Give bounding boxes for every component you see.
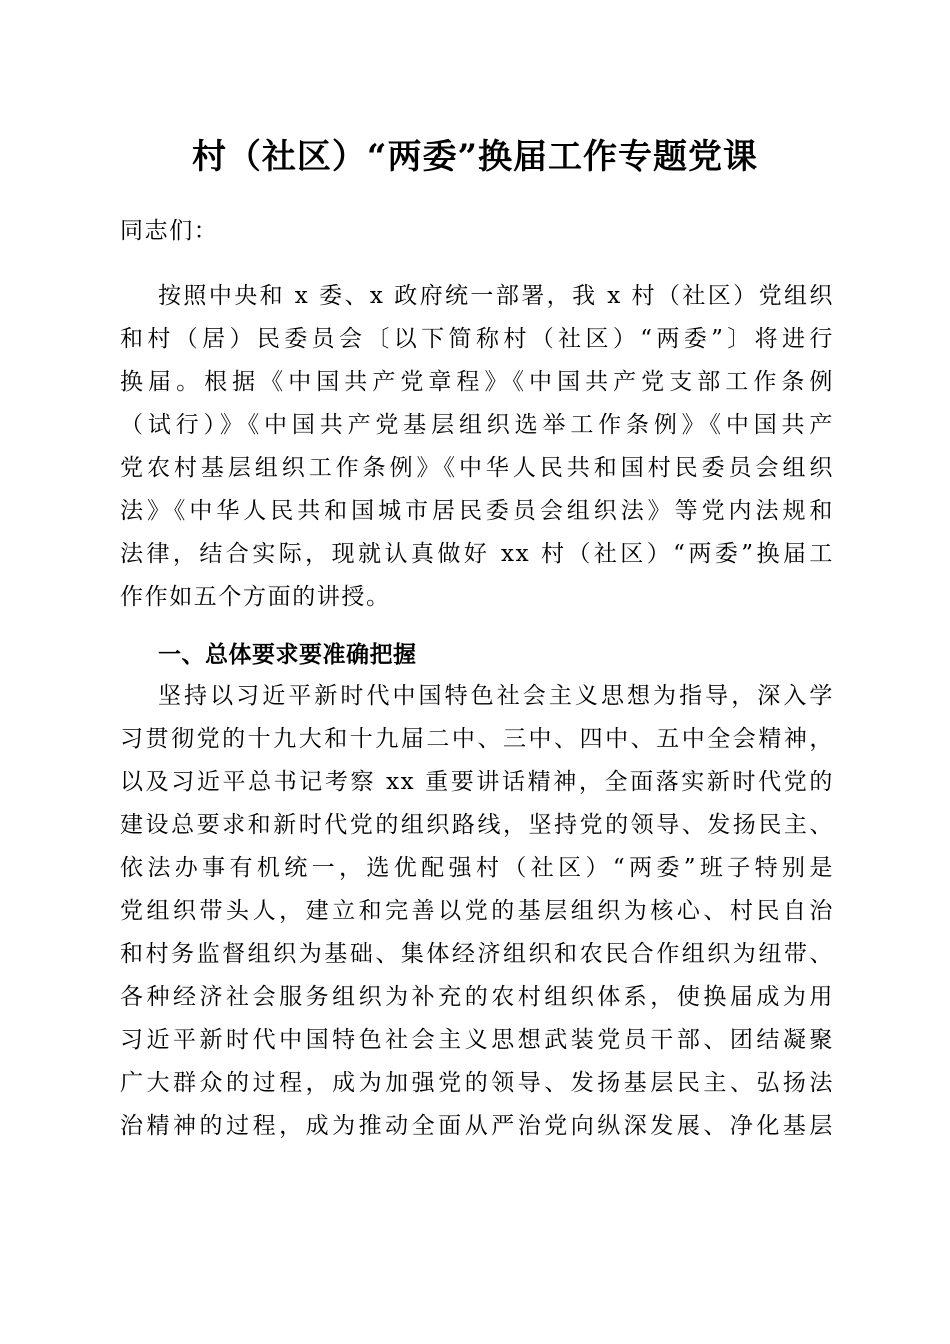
paragraph-line: 法律，结合实际，现就认真做好 xx 村（社区）“两委”换届工 bbox=[120, 541, 834, 567]
paragraph-line: 习近平新时代中国特色社会主义思想武装党员干部、团结凝聚 bbox=[120, 1027, 834, 1053]
document-title: 村（社区）“两委”换届工作专题党课 bbox=[191, 137, 759, 177]
paragraph-line: 依法办事有机统一，选优配强村（社区）“两委”班子特别是 bbox=[120, 855, 834, 881]
paragraph-line: 换届。根据《中国共产党章程》《中国共产党支部工作条例 bbox=[120, 369, 834, 395]
paragraph-line: 以及习近平总书记考察 xx 重要讲话精神，全面落实新时代党的 bbox=[120, 769, 834, 795]
paragraph-line: 建设总要求和新时代党的组织路线，坚持党的领导、发扬民主、 bbox=[120, 812, 834, 838]
paragraph-line: 坚持以习近平新时代中国特色社会主义思想为指导，深入学 bbox=[158, 683, 834, 709]
paragraph-line: 作作如五个方面的讲授。 bbox=[120, 584, 391, 610]
paragraph-line: 党农村基层组织工作条例》《中华人民共和国村民委员会组织 bbox=[120, 455, 834, 481]
paragraph-line: 和村（居）民委员会〔以下简称村（社区）“两委”〕将进行 bbox=[120, 326, 834, 352]
paragraph-2 bbox=[120, 675, 834, 1148]
paragraph-line: 按照中央和 x 委、x 政府统一部署，我 x 村（社区）党组织 bbox=[158, 283, 834, 309]
paragraph-line: 和村务监督组织为基础、集体经济组织和农民合作组织为纽带、 bbox=[120, 941, 834, 967]
paragraph-line: 习贯彻党的十九大和十九届二中、三中、四中、五中全会精神， bbox=[120, 726, 834, 752]
section-heading: 一、总体要求要准确把握 bbox=[158, 642, 417, 668]
paragraph-line: （试行）》《中国共产党基层组织选举工作条例》《中国共产 bbox=[120, 412, 834, 438]
paragraph-line: 各种经济社会服务组织为补充的农村组织体系，使换届成为用 bbox=[120, 984, 834, 1010]
paragraph-1 bbox=[120, 275, 834, 619]
paragraph-line: 党组织带头人，建立和完善以党的基层组织为核心、村民自治 bbox=[120, 898, 834, 924]
paragraph-line: 广大群众的过程，成为加强党的领导、发扬基层民主、弘扬法 bbox=[120, 1070, 834, 1096]
paragraph-line: 法》《中华人民共和国城市居民委员会组织法》等党内法规和 bbox=[120, 498, 834, 524]
paragraph-line: 治精神的过程，成为推动全面从严治党向纵深发展、净化基层 bbox=[120, 1113, 834, 1139]
salutation: 同志们： bbox=[120, 218, 219, 244]
